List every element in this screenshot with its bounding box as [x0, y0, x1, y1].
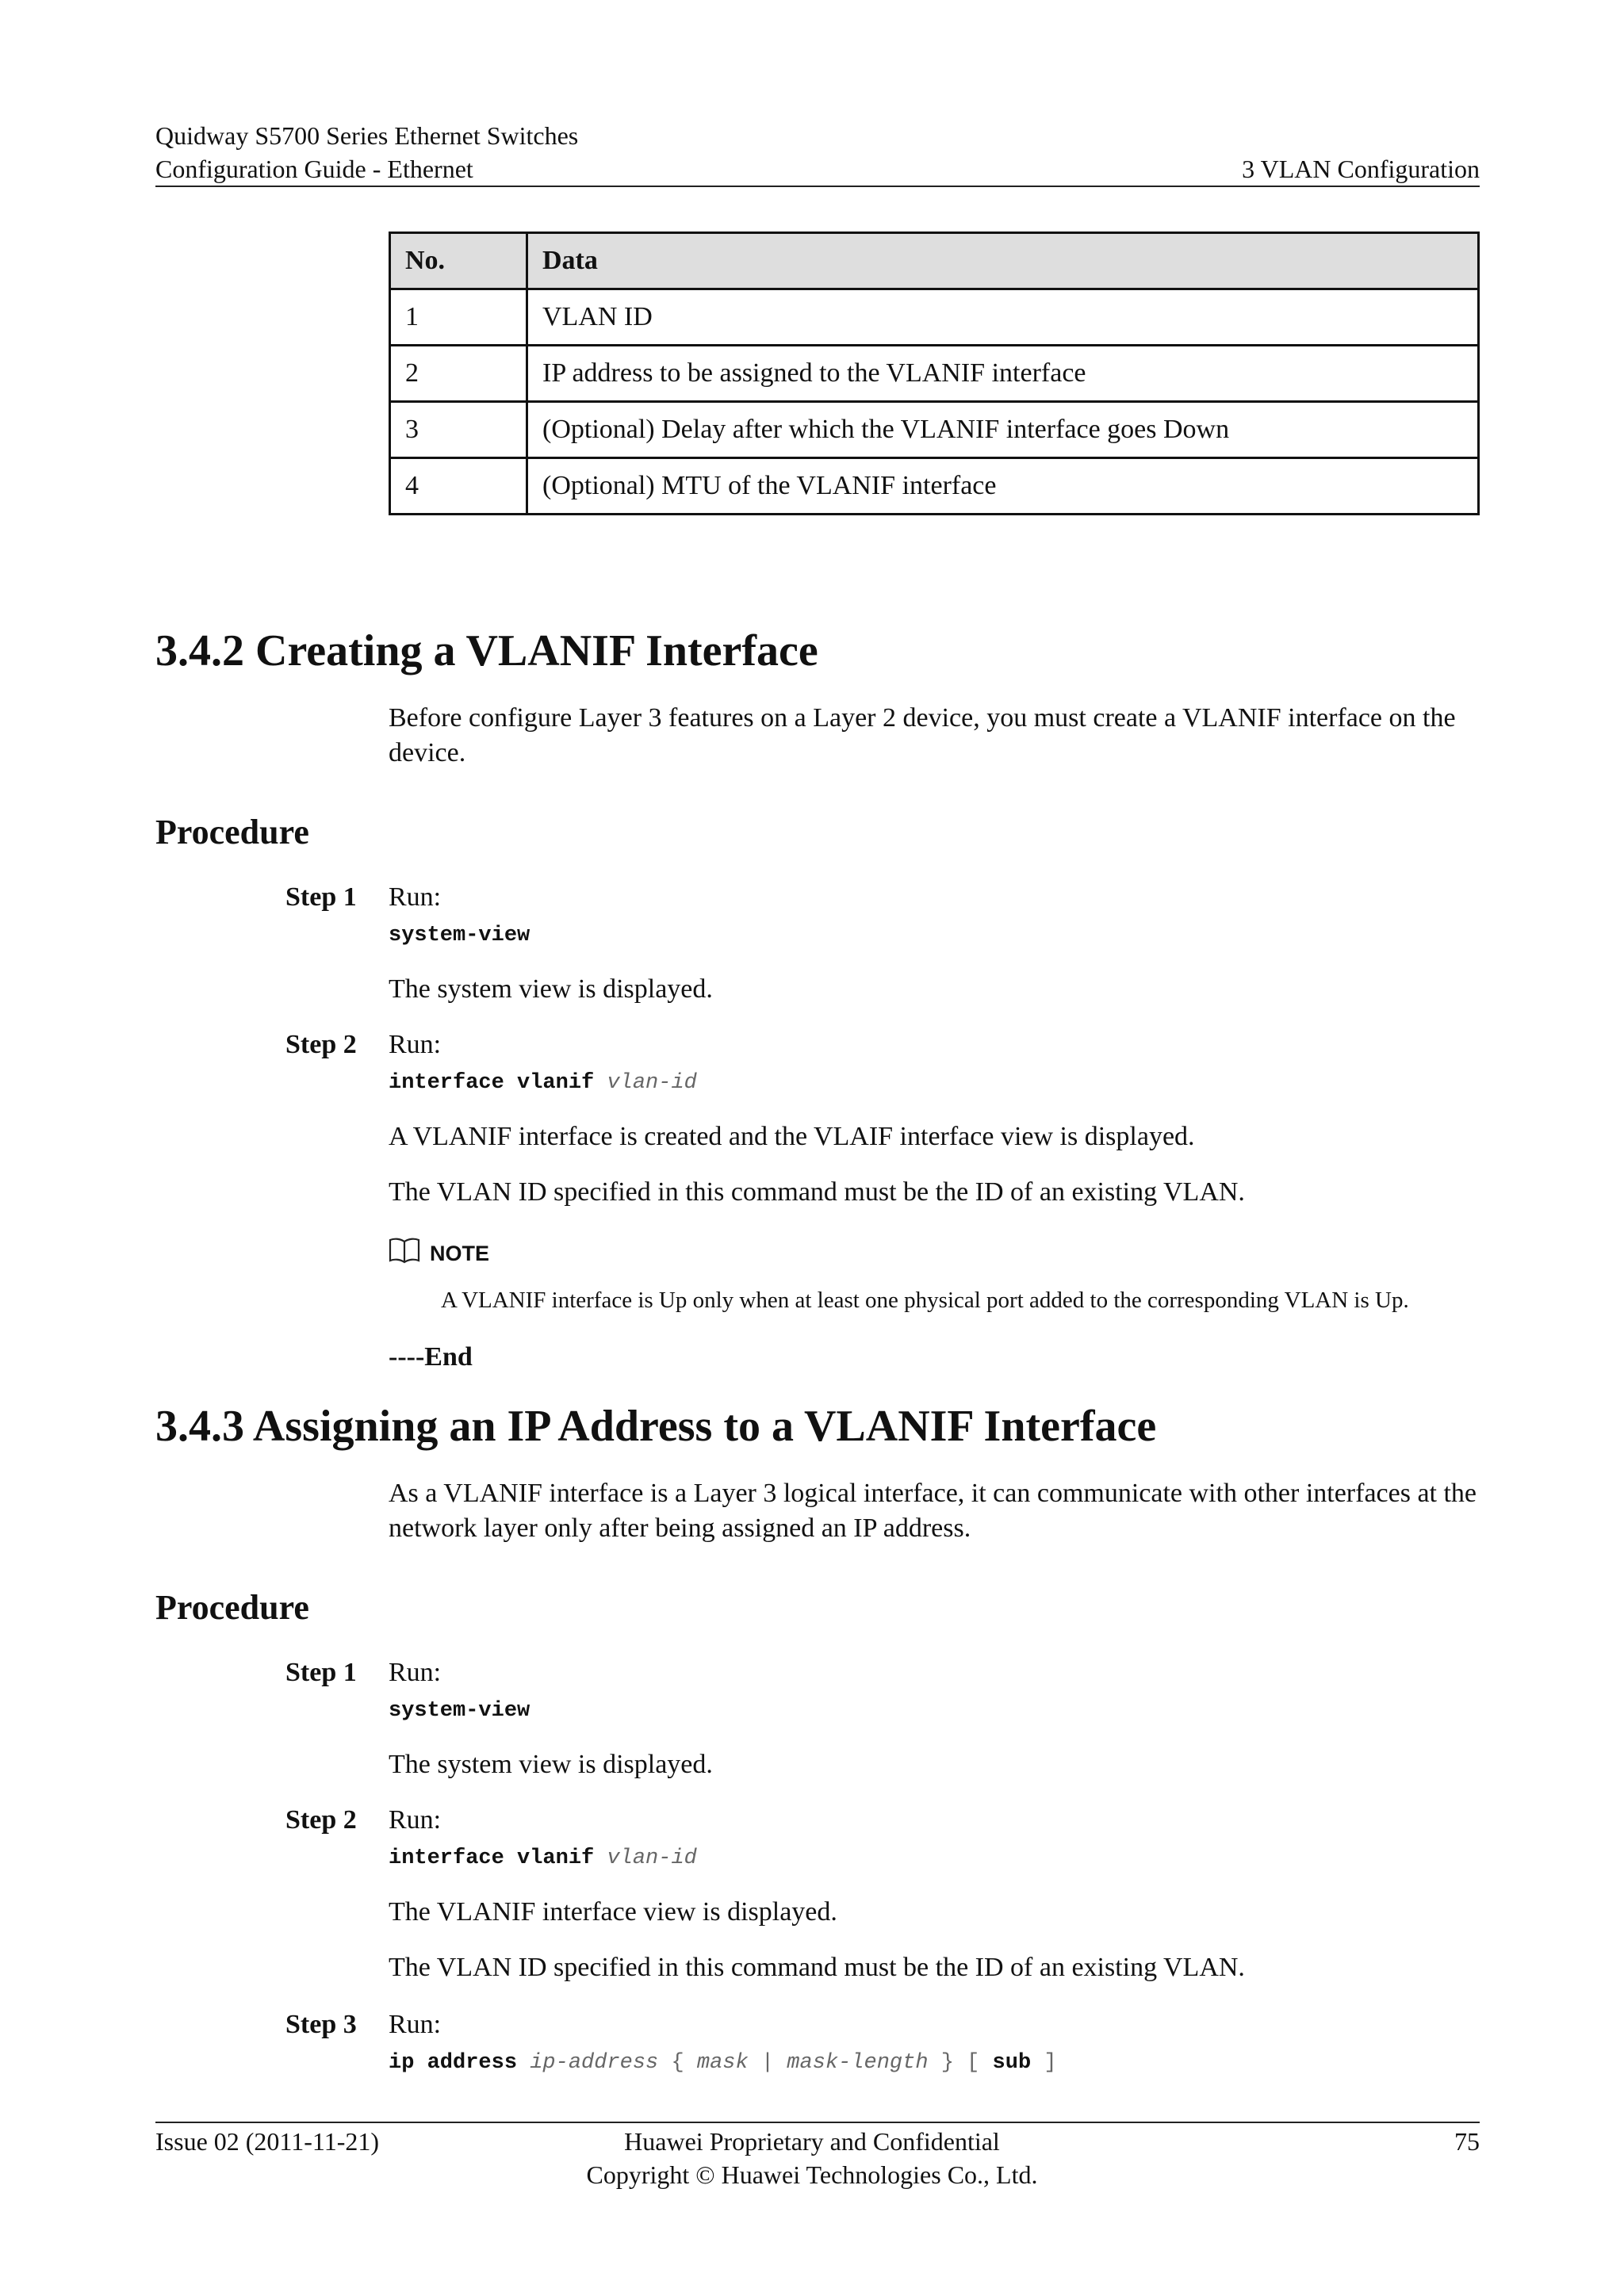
- footer-page-number: 75: [1454, 2127, 1480, 2156]
- header-chapter: 3 VLAN Configuration: [1242, 155, 1480, 183]
- table-cell-no: 2: [390, 346, 527, 402]
- table-cell-data: (Optional) MTU of the VLANIF interface: [527, 458, 1479, 515]
- step-description: A VLANIF interface is created and the VLAIF interface view is displayed.: [389, 1122, 1195, 1151]
- table-row: [390, 289, 1479, 346]
- header-rule: [155, 186, 1480, 187]
- header-guide-title: Configuration Guide - Ethernet: [155, 155, 473, 183]
- note-label: NOTE: [430, 1242, 490, 1265]
- section-intro: As a VLANIF interface is a Layer 3 logical interface, it can communicate with other interfaces at the network layer only after being assigned an IP address.: [389, 1479, 1477, 1543]
- footer-confidential: Huawei Proprietary and Confidential: [624, 2127, 1000, 2156]
- command-symbol: {: [671, 2051, 684, 2075]
- command-line: [389, 1697, 530, 1725]
- table-cell-no: 3: [390, 402, 527, 458]
- table-header-row: [390, 233, 1479, 289]
- table-cell-no: 4: [390, 458, 527, 515]
- book-icon: [389, 1237, 420, 1268]
- section-heading-assigning-ip: 3.4.3 Assigning an IP Address to a VLANIF Interface: [155, 1402, 1157, 1451]
- command-keyword: interface vlanif: [389, 1846, 595, 1870]
- command-symbol: ]: [1044, 2051, 1057, 2075]
- command-line: [389, 2049, 1057, 2077]
- note-text: A VLANIF interface is Up only when at least one physical port added to the corresponding VLAN is Up.: [441, 1288, 1409, 1313]
- header-product-title: Quidway S5700 Series Ethernet Switches: [155, 121, 579, 150]
- step-label: Step 1: [285, 1658, 357, 1687]
- command-argument: vlan-id: [607, 1846, 697, 1870]
- table-row: [390, 346, 1479, 402]
- step-label: Step 1: [285, 882, 357, 912]
- command-argument: ip-address: [530, 2051, 659, 2075]
- step-run-text: Run:: [389, 1030, 442, 1059]
- step-run-text: Run:: [389, 1658, 442, 1687]
- footer-rule: [155, 2122, 1480, 2123]
- command-symbol: [: [967, 2051, 980, 2075]
- section-intro: Before configure Layer 3 features on a Layer 2 device, you must create a VLANIF interface on the device.: [389, 703, 1456, 767]
- step-label: Step 3: [285, 2010, 357, 2039]
- table-header-data: Data: [527, 233, 1479, 289]
- command-symbol: |: [760, 2051, 775, 2075]
- command-symbol: }: [940, 2051, 954, 2075]
- command-line: [389, 1844, 697, 1873]
- command-argument: vlan-id: [607, 1071, 697, 1095]
- step-run-text: Run:: [389, 1805, 442, 1835]
- command-keyword: sub: [992, 2051, 1032, 2075]
- step-label: Step 2: [285, 1030, 357, 1059]
- procedure-heading: Procedure: [155, 1588, 309, 1627]
- command-line: [389, 1069, 697, 1097]
- command-line: [389, 921, 530, 950]
- command-argument: mask: [696, 2051, 749, 2075]
- step-description: The VLAN ID specified in this command must be the ID of an existing VLAN.: [389, 1177, 1245, 1207]
- step-run-text: Run:: [389, 2010, 442, 2039]
- step-description: The VLAN ID specified in this command must be the ID of an existing VLAN.: [389, 1953, 1245, 1982]
- procedure-end-marker: ----End: [389, 1342, 473, 1372]
- command-keyword: system-view: [389, 1699, 530, 1723]
- command-keyword: system-view: [389, 924, 530, 947]
- step-description: The VLANIF interface view is displayed.: [389, 1897, 837, 1927]
- table-row: [390, 458, 1479, 515]
- footer-copyright: Copyright © Huawei Technologies Co., Ltd.: [586, 2160, 1038, 2189]
- table-cell-data: VLAN ID: [527, 289, 1479, 346]
- footer-issue: Issue 02 (2011-11-21): [155, 2127, 380, 2156]
- table-row: [390, 402, 1479, 458]
- command-keyword: interface vlanif: [389, 1071, 595, 1095]
- command-argument: mask-length: [787, 2051, 929, 2075]
- command-keyword: ip address: [389, 2051, 518, 2075]
- data-table: [389, 232, 1480, 515]
- step-label: Step 2: [285, 1805, 357, 1835]
- step-description: The system view is displayed.: [389, 974, 713, 1004]
- table-cell-no: 1: [390, 289, 527, 346]
- step-run-text: Run:: [389, 882, 442, 912]
- table-cell-data: (Optional) Delay after which the VLANIF interface goes Down: [527, 402, 1479, 458]
- table-header-no: No.: [390, 233, 527, 289]
- procedure-heading: Procedure: [155, 813, 309, 851]
- section-heading-creating-vlanif: 3.4.2 Creating a VLANIF Interface: [155, 626, 818, 675]
- table-cell-data: IP address to be assigned to the VLANIF interface: [527, 346, 1479, 402]
- step-description: The system view is displayed.: [389, 1750, 713, 1779]
